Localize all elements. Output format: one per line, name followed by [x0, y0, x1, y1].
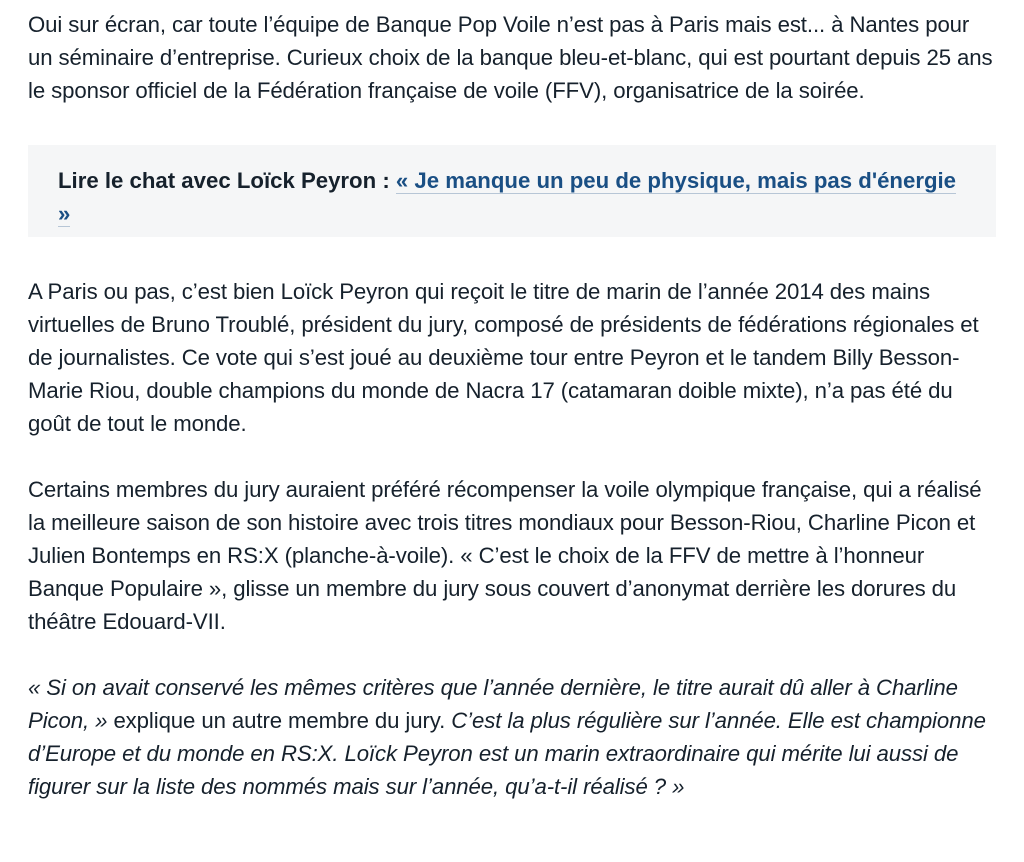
related-link-box	[28, 145, 996, 237]
article-body	[28, 8, 998, 803]
paragraph-award: A Paris ou pas, c’est bien Loïck Peyron qui reçoit le titre de marin de l’année 2014 des mains virtuelles de Bruno Troublé, président du jury, composé de présidents de fédérations régionales et de journalistes. Ce vote qui s’est joué au deuxième tour entre Peyron et le tandem Billy Besson-Marie Riou, double champions du monde de Nacra 17 (catamaran doible mixte), n’a pas été du goût de tout le monde.	[28, 279, 979, 436]
quote-part-1: « Si on avait conservé les mêmes critères que l’année dernière, le titre aurait dû aller à Charline Picon, »	[28, 675, 958, 733]
related-link-text	[58, 164, 968, 230]
quote-attribution: explique un autre membre du jury.	[107, 708, 452, 733]
related-chat-link[interactable]: « Je manque un peu de physique, mais pas d'énergie »	[58, 168, 957, 226]
paragraph-quote	[28, 671, 998, 803]
paragraph-intro: Oui sur écran, car toute l’équipe de Banque Pop Voile n’est pas à Paris mais est... à Nantes pour un séminaire d’entreprise. Curieux choix de la banque bleu-et-blanc, qui est pourtant depuis 25 ans le sponsor officiel de la Fédération française de voile (FFV), organisatrice de la soirée.	[28, 12, 993, 103]
related-link-label: Lire le chat avec Loïck Peyron :	[58, 168, 396, 193]
paragraph-jury: Certains membres du jury auraient préféré récompenser la voile olympique française, qui a réalisé la meilleure saison de son histoire avec trois titres mondiaux pour Besson-Riou, Charline Picon et Julien Bontemps en RS:X (planche-à-voile). « C’est le choix de la FFV de mettre à l’honneur Banque Populaire », glisse un membre du jury sous couvert d’anonymat derrière les dorures du théâtre Edouard-VII.	[28, 477, 982, 634]
quote-part-2: C’est la plus régulière sur l’année. Elle est championne d’Europe et du monde en RS:X. Loïck Peyron est un marin extraordinaire qui mérite lui aussi de figurer sur la liste des nommés mais sur l’année, qu’a-t-il réalisé ? »	[28, 708, 986, 799]
